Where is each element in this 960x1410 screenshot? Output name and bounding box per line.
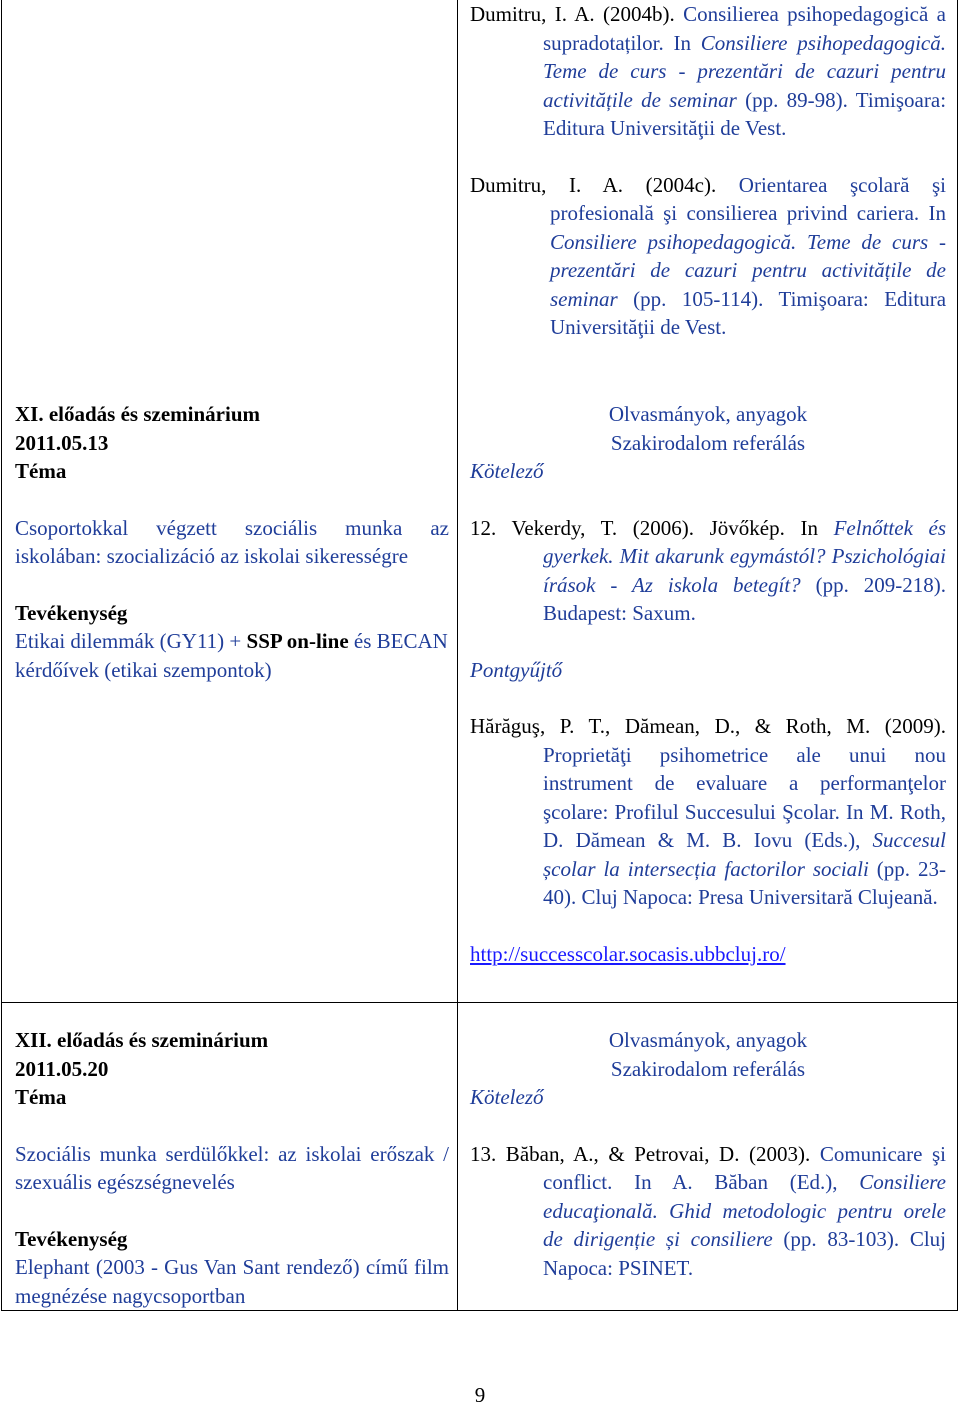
session-date: 2011.05.13 — [15, 430, 109, 455]
table-border-bottom — [1, 1310, 958, 1311]
kotelezo-label: Kötelező — [470, 459, 544, 483]
readings-subheading: Szakirodalom referálás — [610, 430, 806, 455]
session-date: 2011.05.20 — [15, 1056, 109, 1081]
session-11-info — [15, 400, 449, 684]
reference-haragus: Hărăguş, P. T., Dămean, D., & Roth, M. (2009). Proprietăţi psihometrice ale unui nou instrument de evaluare a performanţelor şcolare: Profilul Succesului Şcolar. In M. Roth, D. Dămean & M. B. Iovu (Eds.), Succesul școlar la intersecția factorilor sociali (pp. 23-40). Cluj Napoca: Presa Universitară Clujeană. — [470, 714, 947, 909]
tema-text: Csoportokkal végzett szociális munka az iskolában: szocializáció az iskolai sikerességre — [15, 515, 449, 568]
tema-label: Téma — [15, 1085, 67, 1109]
success-scolar-link[interactable]: http://successcolar.socasis.ubbcluj.ro/ — [470, 941, 786, 966]
table-row-divider — [1, 1002, 958, 1003]
session-12-info — [15, 1026, 449, 1310]
reference-dumitru-2004c: Dumitru, I. A. (2004c). Orientarea şcolară şi profesională şi consilierea privind cariera. In Consiliere psihopedagogică. Teme de curs - prezentări de cazuri pentru activitățile de seminar (pp. 105-114). Timişoara: Editura Universităţii de Vest. — [470, 172, 947, 339]
pontgyujto-label: Pontgyűjtő — [470, 657, 563, 682]
session-title: XI. előadás és szeminárium — [15, 402, 260, 426]
tema-text: Szociális munka serdülőkkel: az iskolai erőszak / szexuális egészségnevelés — [15, 1141, 449, 1194]
references-continued — [470, 0, 946, 342]
readings-heading: Olvasmányok, anyagok — [608, 402, 808, 426]
tevekenyseg-label: Tevékenység — [15, 600, 128, 625]
readings-heading: Olvasmányok, anyagok — [608, 1028, 808, 1052]
table-border-right — [957, 0, 958, 1311]
table-border-middle — [457, 0, 458, 1311]
reference-dumitru-2004b: Dumitru, I. A. (2004b). Consilierea psihopedagogică a supradotaților. In Consiliere psihopedagogică. Teme de curs - prezentări de cazuri pentru activitățile de seminar (pp. 89-98). Timişoara: Editura Universităţii de Vest. — [470, 2, 947, 140]
tevekenyseg-text: Etikai dilemmák (GY11) + SSP on-line és BECAN kérdőívek (etikai szempontok) — [15, 629, 448, 682]
kotelezo-label: Kötelező — [470, 1085, 544, 1109]
session-title: XII. előadás és szeminárium — [15, 1028, 269, 1052]
session-12-readings — [470, 1026, 946, 1282]
tevekenyseg-label: Tevékenység — [15, 1226, 128, 1251]
reference-vekerdy: 12. Vekerdy, T. (2006). Jövőkép. In Felnőttek és gyerkek. Mit akarunk egymástól? Pszichológiai írások - Az iskola betegít? (pp. 209-218). Budapest: Saxum. — [470, 515, 947, 625]
readings-subheading: Szakirodalom referálás — [610, 1056, 806, 1081]
tevekenyseg-text: Elephant (2003 - Gus Van Sant rendező) című film megnézése nagycsoportban — [15, 1255, 449, 1308]
table-border-left — [1, 0, 2, 1311]
page-number: 9 — [474, 1383, 486, 1407]
session-11-readings — [470, 400, 946, 968]
reference-baban: 13. Băban, A., & Petrovai, D. (2003). Comunicare şi conflict. In A. Băban (Ed.), Consiliere educaţională. Ghid metodologic pentru orele de dirigenție și consiliere (pp. 83-103). Cluj Napoca: PSINET. — [470, 1141, 947, 1280]
tema-label: Téma — [15, 459, 67, 483]
